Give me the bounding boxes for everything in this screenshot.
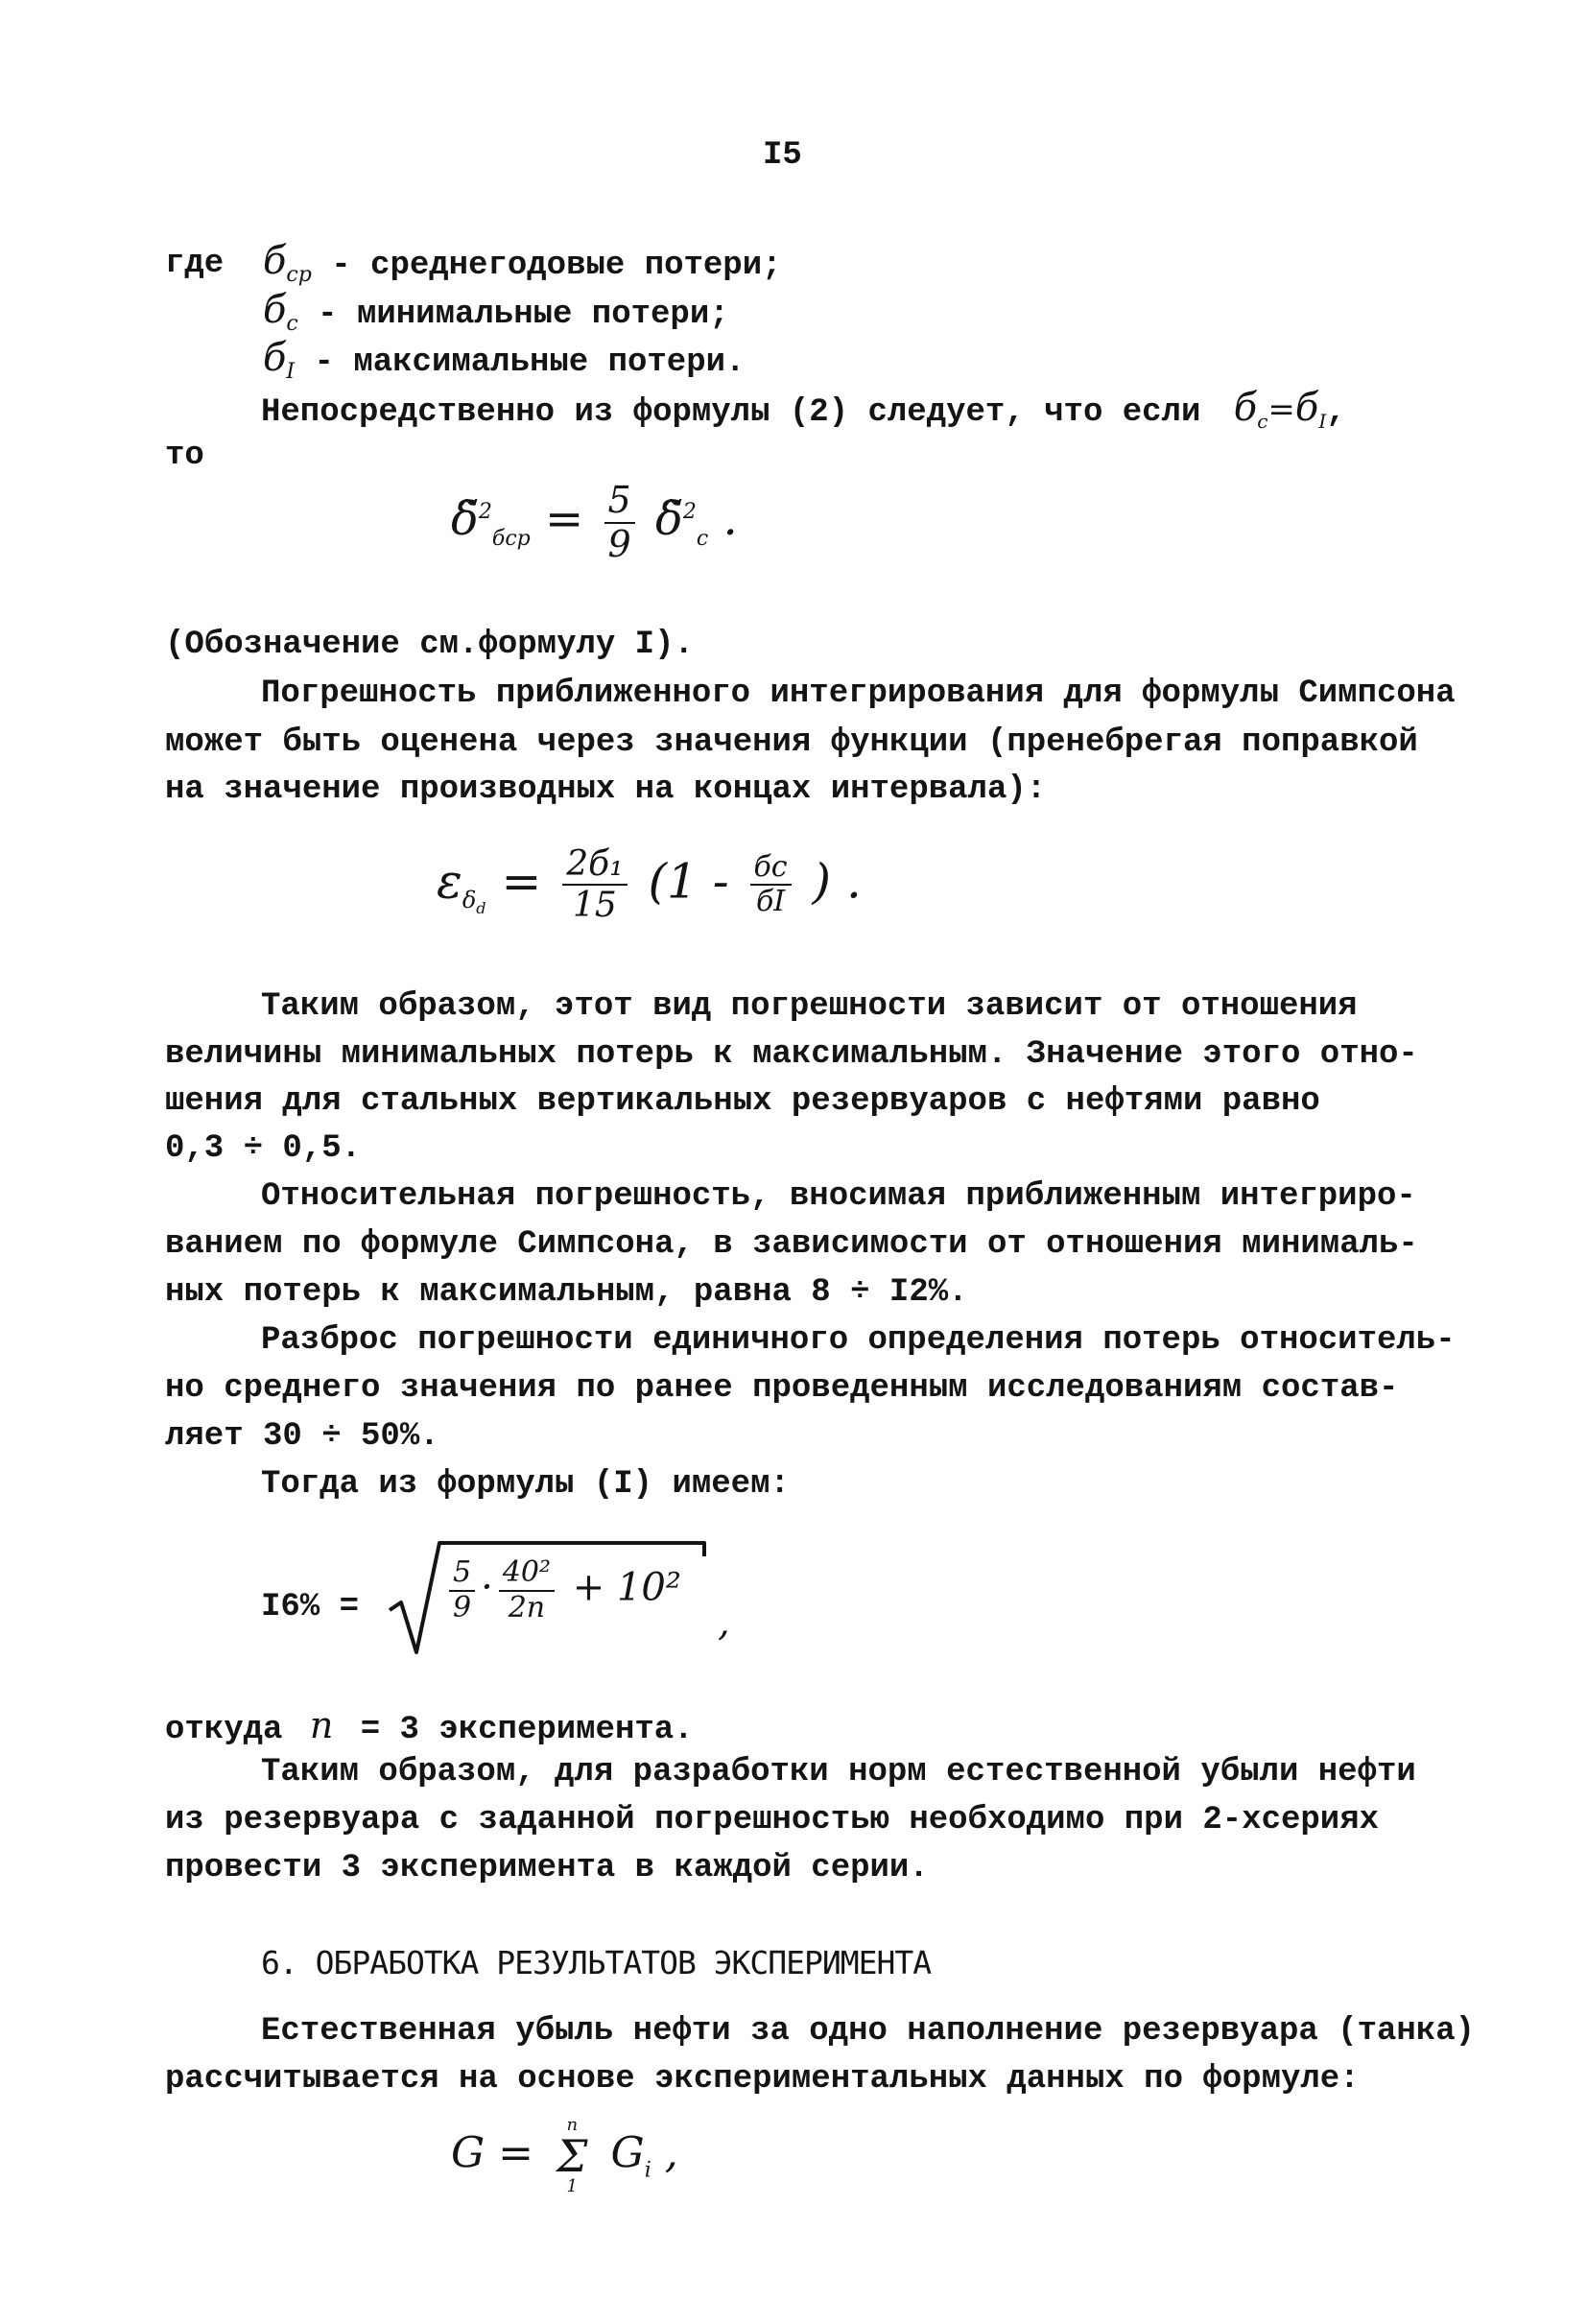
formula-eq: = (501, 853, 542, 910)
definition-symbol-sub: ср (286, 262, 312, 287)
formula-den: 15 (573, 886, 617, 926)
paragraph-line: Погрешность приближенного интегрирования для формулы Симпсона (261, 676, 1456, 712)
formula-variance (451, 480, 738, 565)
definition-symbol-sub: с (286, 311, 298, 336)
formula-den2: бI (755, 885, 786, 919)
paragraph-line: величины минимальных потерь к максимальным. Значение этого отно- (165, 1036, 1418, 1073)
paragraph-text: откуда (165, 1712, 283, 1748)
paragraph-text: = 3 эксперимента. (360, 1712, 694, 1748)
formula-plus-term: + 10² (572, 1565, 681, 1610)
paragraph-line: рассчитывается на основе экспериментальных данных по формуле: (165, 2061, 1360, 2098)
formula-num: 5 (604, 480, 635, 524)
paragraph-line: может быть оценена через значения функции (пренебрегая поправкой (165, 724, 1418, 761)
formula-dot: · (481, 1565, 493, 1610)
formula-open: (1 - (648, 853, 729, 910)
paragraph-line: Таким образом, этот вид погрешности зависит от отношения (261, 988, 1358, 1025)
definition-row (263, 336, 746, 384)
formula-rhs-sub: с (696, 526, 709, 551)
formula-lhs-subsub: d (476, 899, 486, 918)
sum-lower-limit: 1 (566, 2176, 578, 2196)
formula-num: 5 (449, 1556, 475, 1592)
condition-symbol: б (1233, 386, 1258, 430)
paragraph-line: 0,3 ÷ 0,5. (165, 1130, 362, 1167)
formula-end: , (664, 2128, 678, 2178)
formula-term: G (610, 2128, 645, 2178)
formula-sum (451, 2117, 678, 2195)
paragraph-line: Таким образом, для разработки норм естественной убыли нефти (261, 1754, 1416, 1790)
page-number: I5 (763, 137, 802, 174)
condition-sub: с (1257, 409, 1268, 433)
condition-rhs-sub: I (1318, 409, 1327, 433)
formula-lhs-sup: 2 (478, 500, 492, 525)
condition-end: , (1326, 394, 1346, 431)
paragraph-line: Естественная убыль нефти за одно наполнение резервуара (танка) (261, 2013, 1476, 2050)
note-line: (Обозначение см.формулу I). (165, 627, 694, 663)
formula-lhs: ε (437, 853, 462, 910)
formula-sqrt-content (443, 1556, 681, 1624)
formula-rhs: δ̃ (654, 492, 683, 547)
formula-lhs-sub: бср (491, 526, 531, 551)
definition-text: - минимальные потери; (318, 296, 729, 333)
sum-sign: Σ (557, 2130, 588, 2182)
paragraph-line: из резервуара с заданной погрешностью необходимо при 2-хсериях (165, 1802, 1380, 1838)
formula-lhs-sub: δ (462, 887, 477, 914)
formula-den: 9 (607, 522, 631, 565)
formula-end: , (718, 1601, 730, 1645)
formula-lhs: δ̃ (451, 492, 479, 547)
paragraph-line (165, 1704, 694, 1748)
formula-rhs-sup: 2 (682, 500, 697, 525)
paragraph-line: ванием по формуле Симпсона, в зависимости от отношения минималь- (165, 1226, 1418, 1263)
formula-num: 2б₁ (562, 844, 627, 886)
paragraph-line: на значение производных на концах интервала): (165, 771, 1047, 808)
formula-lhs: I6% = (261, 1589, 360, 1625)
definition-text: - среднегодовые потери; (331, 248, 782, 284)
definition-row (263, 288, 729, 336)
paragraph-line: шения для стальных вертикальных резервуаров с нефтями равно (165, 1083, 1320, 1120)
condition-eq: = (1267, 391, 1295, 429)
formula-close: ) (812, 853, 832, 910)
paragraph-line: ных потерь к максимальным, равна 8 ÷ I2%. (165, 1274, 968, 1311)
formula-num2: бс (750, 851, 792, 887)
intro-word: где (165, 246, 225, 282)
paragraph-line: но среднего значения по ранее проведенным исследованиям состав- (165, 1370, 1399, 1407)
formula-eq: = (545, 492, 584, 547)
definition-symbol-sub: I (286, 359, 296, 384)
condition-rhs: б (1294, 386, 1319, 430)
formula-lhs: G = (451, 2128, 534, 2178)
formula-end: . (722, 492, 738, 547)
definition-text: - максимальные потери. (314, 344, 746, 381)
formula-num2: 40² (499, 1556, 555, 1592)
paragraph-line: Тогда из формулы (I) имеем: (261, 1466, 790, 1503)
formula-end: . (845, 853, 862, 910)
paragraph-line: Разброс погрешности единичного определения потерь относитель- (261, 1322, 1456, 1359)
formula-error-estimate (437, 844, 862, 926)
paragraph-line: ляет 30 ÷ 50%. (165, 1418, 439, 1455)
definition-row (263, 239, 782, 287)
sum-upper-limit: n (566, 2115, 579, 2135)
formula-den: 9 (453, 1590, 472, 1624)
paragraph-line: провести 3 эксперимента в каждой серии. (165, 1850, 929, 1886)
paragraph-line (261, 386, 1346, 433)
variable-n: n (309, 1704, 334, 1746)
definition-symbol: б (263, 239, 287, 283)
definition-symbol: б (263, 336, 287, 380)
paragraph-line: Относительная погрешность, вносимая приближенным интегриро- (261, 1178, 1416, 1215)
formula-term-sub: i (644, 2158, 651, 2183)
definition-symbol: б (263, 288, 287, 332)
paragraph-text: Непосредственно из формулы (2) следует, что если (261, 394, 1201, 431)
formula-den2: 2n (508, 1590, 546, 1624)
section-heading: 6. ОБРАБОТКА РЕЗУЛЬТАТОВ ЭКСПЕРИМЕНТА (261, 1944, 932, 1981)
paragraph-line: то (165, 438, 204, 474)
